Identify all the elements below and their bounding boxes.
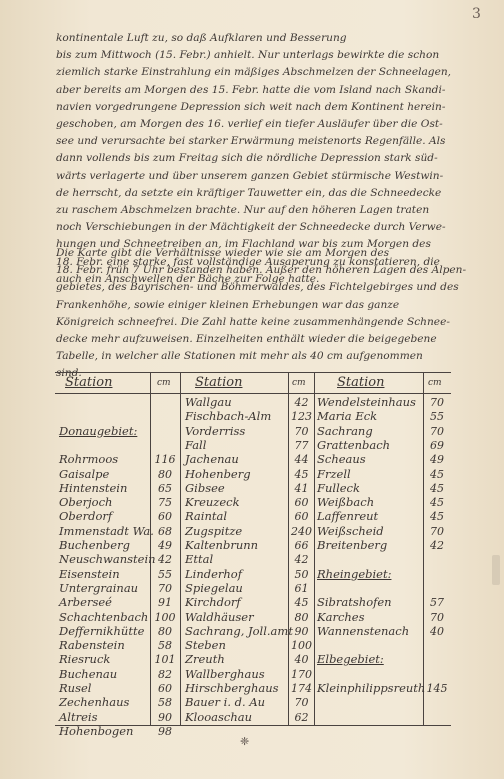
snow-depth-cm: 82: [158, 667, 172, 681]
snow-depth-cm: 70: [430, 524, 444, 538]
station-name: Zreuth: [185, 652, 225, 667]
snow-depth-cm: 80: [158, 624, 172, 638]
station-name: Altreis: [59, 709, 98, 724]
station-name: Waldhäuser: [185, 609, 254, 624]
snow-depth-cm: 45: [430, 496, 444, 510]
station-name: Bauer i. d. Au: [185, 695, 266, 710]
station-name: Eisenstein: [59, 566, 120, 581]
snow-depth-cm: 40: [430, 624, 444, 638]
station-name: Gibsee: [185, 480, 225, 495]
station-name: Scheaus: [317, 452, 366, 467]
station-name: Weißbach: [317, 495, 375, 510]
snow-depth-cm: 60: [158, 682, 172, 695]
text-line: de herrscht, da setzte ein kräftiger Tauwetter ein, das die Schneedecke: [56, 186, 442, 199]
snow-depth-cm: 61: [294, 581, 309, 595]
text-line: kontinentale Luft zu, so daß Aufklaren und Besserung: [56, 32, 347, 44]
station-name: Fischbach-Alm: [185, 409, 272, 424]
station-name: Kirchdorf: [185, 595, 241, 610]
text-line: noch Verschiebungen in der Mächtigkeit der Schneedecke durch Verwe-: [56, 221, 446, 234]
text-line: Tabelle, in welcher alle Stationen mit mehr als 40 cm aufgenommen: [56, 350, 423, 363]
snow-depth-cm: 240: [291, 524, 312, 538]
text-line: hungen und Schneetreiben an, im Flachland war bis zum Morgen des: [56, 238, 431, 251]
station-name: Linderhof: [185, 566, 242, 581]
station-name: Jachenau: [185, 452, 239, 467]
text-line: auch ein Anschwellen der Bäche zur Folge hatte.: [56, 272, 320, 285]
snow-depth-cm: 45: [294, 596, 309, 610]
header-station-3: Station: [337, 375, 385, 390]
station-name: Fulleck: [317, 480, 360, 495]
station-name: Hintenstein: [59, 480, 128, 495]
station-name: Hirschberghaus: [185, 681, 279, 695]
station-name: Laffenreut: [317, 509, 379, 524]
station-name: Wallgau: [185, 395, 232, 409]
snow-depth-cm: 45: [430, 481, 444, 495]
station-name: Hohenberg: [185, 466, 251, 481]
station-name: Fall: [185, 437, 207, 452]
snow-depth-cm: 65: [158, 481, 172, 495]
station-name: Kaltenbrunn: [185, 538, 259, 552]
snow-depth-cm: 123: [291, 410, 312, 424]
footer-ornament: ❈: [240, 735, 250, 748]
station-name: Sachrang: [317, 423, 373, 438]
snow-depth-cm: 60: [294, 510, 309, 524]
text-line: see und verursachte bei starker Erwärmung meistenorts Regenfälle. Als: [56, 135, 446, 148]
station-name: Arberseé: [59, 595, 112, 610]
snow-depth-cm: 66: [294, 539, 309, 552]
snow-depth-cm: 49: [430, 453, 444, 467]
snow-depth-cm: 70: [430, 396, 444, 409]
snow-depth-cm: 101: [154, 653, 176, 667]
snow-depth-cm: 70: [430, 610, 444, 624]
snow-depth-cm: 91: [158, 596, 172, 610]
snow-depth-cm: 44: [294, 453, 309, 467]
station-name: Gaisalpe: [59, 466, 110, 481]
snow-depth-cm: 98: [158, 724, 172, 738]
text-line: wärts verlagerte und über unserem ganzen Gebiet stürmische Westwin-: [56, 169, 444, 182]
header-cm-1: cm: [157, 378, 171, 388]
station-name: Buchenau: [59, 666, 118, 681]
header-station-2: Station: [195, 375, 243, 390]
section-heading: Donaugebiet:: [59, 423, 138, 438]
snow-depth-cm: 60: [294, 496, 309, 510]
station-name: Oberdorf: [59, 509, 113, 524]
station-name: Sibratshofen: [317, 595, 392, 610]
text-line: 18. Febr. früh 7 Uhr bestanden haben. Außer den höheren Lagen des Alpen-: [56, 264, 467, 277]
snow-depth-cm: 80: [158, 467, 172, 481]
section-heading: Elbegebiet:: [317, 652, 384, 667]
station-name: Wendelsteinhaus: [317, 395, 416, 409]
station-name: Maria Eck: [317, 409, 378, 424]
snow-depth-cm: 145: [426, 682, 448, 695]
column-divider: [180, 373, 181, 725]
text-line: navien vorgedrungene Depression sich weit nach dem Kontinent herein-: [56, 100, 446, 113]
station-name: Spiegelau: [185, 580, 243, 595]
page-number: 3: [472, 6, 481, 22]
snow-depth-cm: 45: [294, 467, 309, 481]
snow-depth-cm: 174: [291, 682, 312, 695]
station-name: Karches: [317, 609, 365, 624]
paragraph-map-description: [56, 245, 476, 383]
station-name: Neuschwanstein: [59, 552, 156, 567]
station-name: Kreuzeck: [185, 495, 240, 510]
snow-depth-cm: 70: [294, 424, 309, 438]
station-name: Oberjoch: [59, 495, 113, 510]
snow-depth-cm: 100: [154, 610, 176, 624]
station-name: Zugspitze: [185, 523, 243, 538]
snow-depth-cm: 75: [158, 496, 172, 510]
station-name: Untergrainau: [59, 580, 139, 595]
section-heading: Rheingebiet:: [317, 566, 392, 581]
snow-depth-cm: 70: [158, 581, 172, 595]
table-header: [55, 373, 451, 394]
snow-depth-cm: 42: [158, 553, 172, 567]
edge-tab: [492, 555, 500, 585]
snow-depth-cm: 49: [158, 539, 172, 552]
station-name: Kleinphilippsreuth: [317, 681, 426, 695]
station-name: Frzell: [317, 466, 351, 481]
snow-depth-cm: 90: [158, 710, 172, 724]
text-line: decke mehr aufzuweisen. Einzelheiten enthält wieder die beigegebene: [56, 333, 437, 346]
station-name: Sachrang, Joll.amt: [185, 623, 293, 638]
snow-depth-cm: 70: [430, 424, 444, 438]
station-name: Hohenbogen: [59, 723, 134, 738]
text-line: geschoben, am Morgen des 16. verlief ein tiefer Ausläufer über die Ost-: [56, 118, 443, 131]
snow-depth-cm: 55: [430, 410, 444, 424]
snow-depth-cm: 77: [294, 438, 309, 452]
snow-depth-table: [55, 372, 451, 738]
snow-depth-cm: 68: [158, 524, 172, 538]
snow-depth-cm: 58: [158, 639, 172, 653]
station-name: Wallberghaus: [185, 666, 265, 681]
snow-depth-cm: 42: [430, 539, 444, 552]
station-name: Vorderriss: [185, 423, 246, 438]
station-name: Rusel: [59, 681, 92, 695]
text-line: aber bereits am Morgen des 15. Febr. hatte die vom Island nach Skandi-: [56, 83, 446, 96]
snow-depth-cm: 41: [294, 481, 309, 495]
snow-depth-cm: 45: [430, 467, 444, 481]
text-line: 18. Febr. eine starke, fast vollständige Ausaperung zu konstatieren, die: [56, 255, 440, 268]
snow-depth-cm: 170: [291, 667, 312, 681]
station-name: Weißscheid: [317, 523, 384, 538]
station-name: Raintal: [185, 509, 228, 524]
header-cm-3: cm: [428, 378, 442, 388]
station-name: Riesruck: [59, 652, 111, 667]
snow-depth-cm: 90: [294, 624, 309, 638]
snow-depth-cm: 62: [294, 710, 309, 724]
snow-depth-cm: 42: [294, 396, 309, 409]
station-name: Rabenstein: [59, 638, 125, 653]
station-name: Deffernikhütte: [59, 623, 145, 638]
text-line: Frankenhöhe, sowie einiger kleinen Erhebungen war das ganze: [56, 298, 400, 311]
station-name: Breitenberg: [317, 538, 388, 552]
snow-depth-cm: 80: [294, 610, 309, 624]
text-line: gebietes, des Bayrischen- und Böhmerwaldes, des Fichtelgebirges und des: [56, 281, 459, 294]
snow-depth-cm: 116: [154, 453, 176, 467]
text-line: bis zum Mittwoch (15. Febr.) anhielt. Nur unterlags bewirkte die schon: [56, 49, 440, 62]
station-name: Rohrmoos: [59, 452, 119, 467]
header-station-1: Station: [65, 375, 113, 390]
text-line: zu raschem Abschmelzen brachte. Nur auf den höheren Lagen traten: [56, 204, 430, 217]
snow-depth-cm: 45: [430, 510, 444, 524]
station-name: Grattenbach: [317, 437, 391, 452]
station-name: Schachtenbach: [59, 609, 149, 624]
snow-depth-cm: 58: [158, 696, 172, 710]
text-line: Die Karte gibt die Verhältnisse wieder wie sie am Morgen des: [56, 247, 390, 259]
snow-depth-cm: 70: [294, 696, 309, 710]
station-name: Klooaschau: [185, 709, 252, 724]
snow-depth-cm: 50: [294, 567, 309, 581]
station-name: Wannenstenach: [317, 623, 410, 638]
text-line: dann vollends bis zum Freitag sich die nördliche Depression stark süd-: [56, 152, 438, 165]
text-line: ziemlich starke Einstrahlung ein mäßiges Abschmelzen der Schneelagen,: [56, 66, 452, 79]
column-divider: [314, 373, 315, 725]
station-name: Ettal: [185, 552, 214, 567]
station-name: Steben: [185, 638, 226, 653]
header-cm-2: cm: [292, 378, 306, 388]
snow-depth-cm: 60: [158, 510, 172, 524]
snow-depth-cm: 100: [291, 639, 312, 653]
snow-depth-cm: 42: [294, 553, 309, 567]
station-name: Immenstadt Wa.: [59, 523, 154, 538]
snow-depth-cm: 69: [430, 438, 444, 452]
snow-depth-cm: 57: [430, 596, 444, 610]
text-line: Königreich schneefrei. Die Zahl hatte keine zusammenhängende Schnee-: [56, 315, 450, 328]
station-name: Buchenberg: [59, 538, 130, 552]
snow-depth-cm: 55: [158, 567, 172, 581]
text-line: sind.: [56, 367, 82, 380]
snow-depth-cm: 40: [294, 653, 309, 667]
station-name: Zechenhaus: [59, 695, 130, 710]
